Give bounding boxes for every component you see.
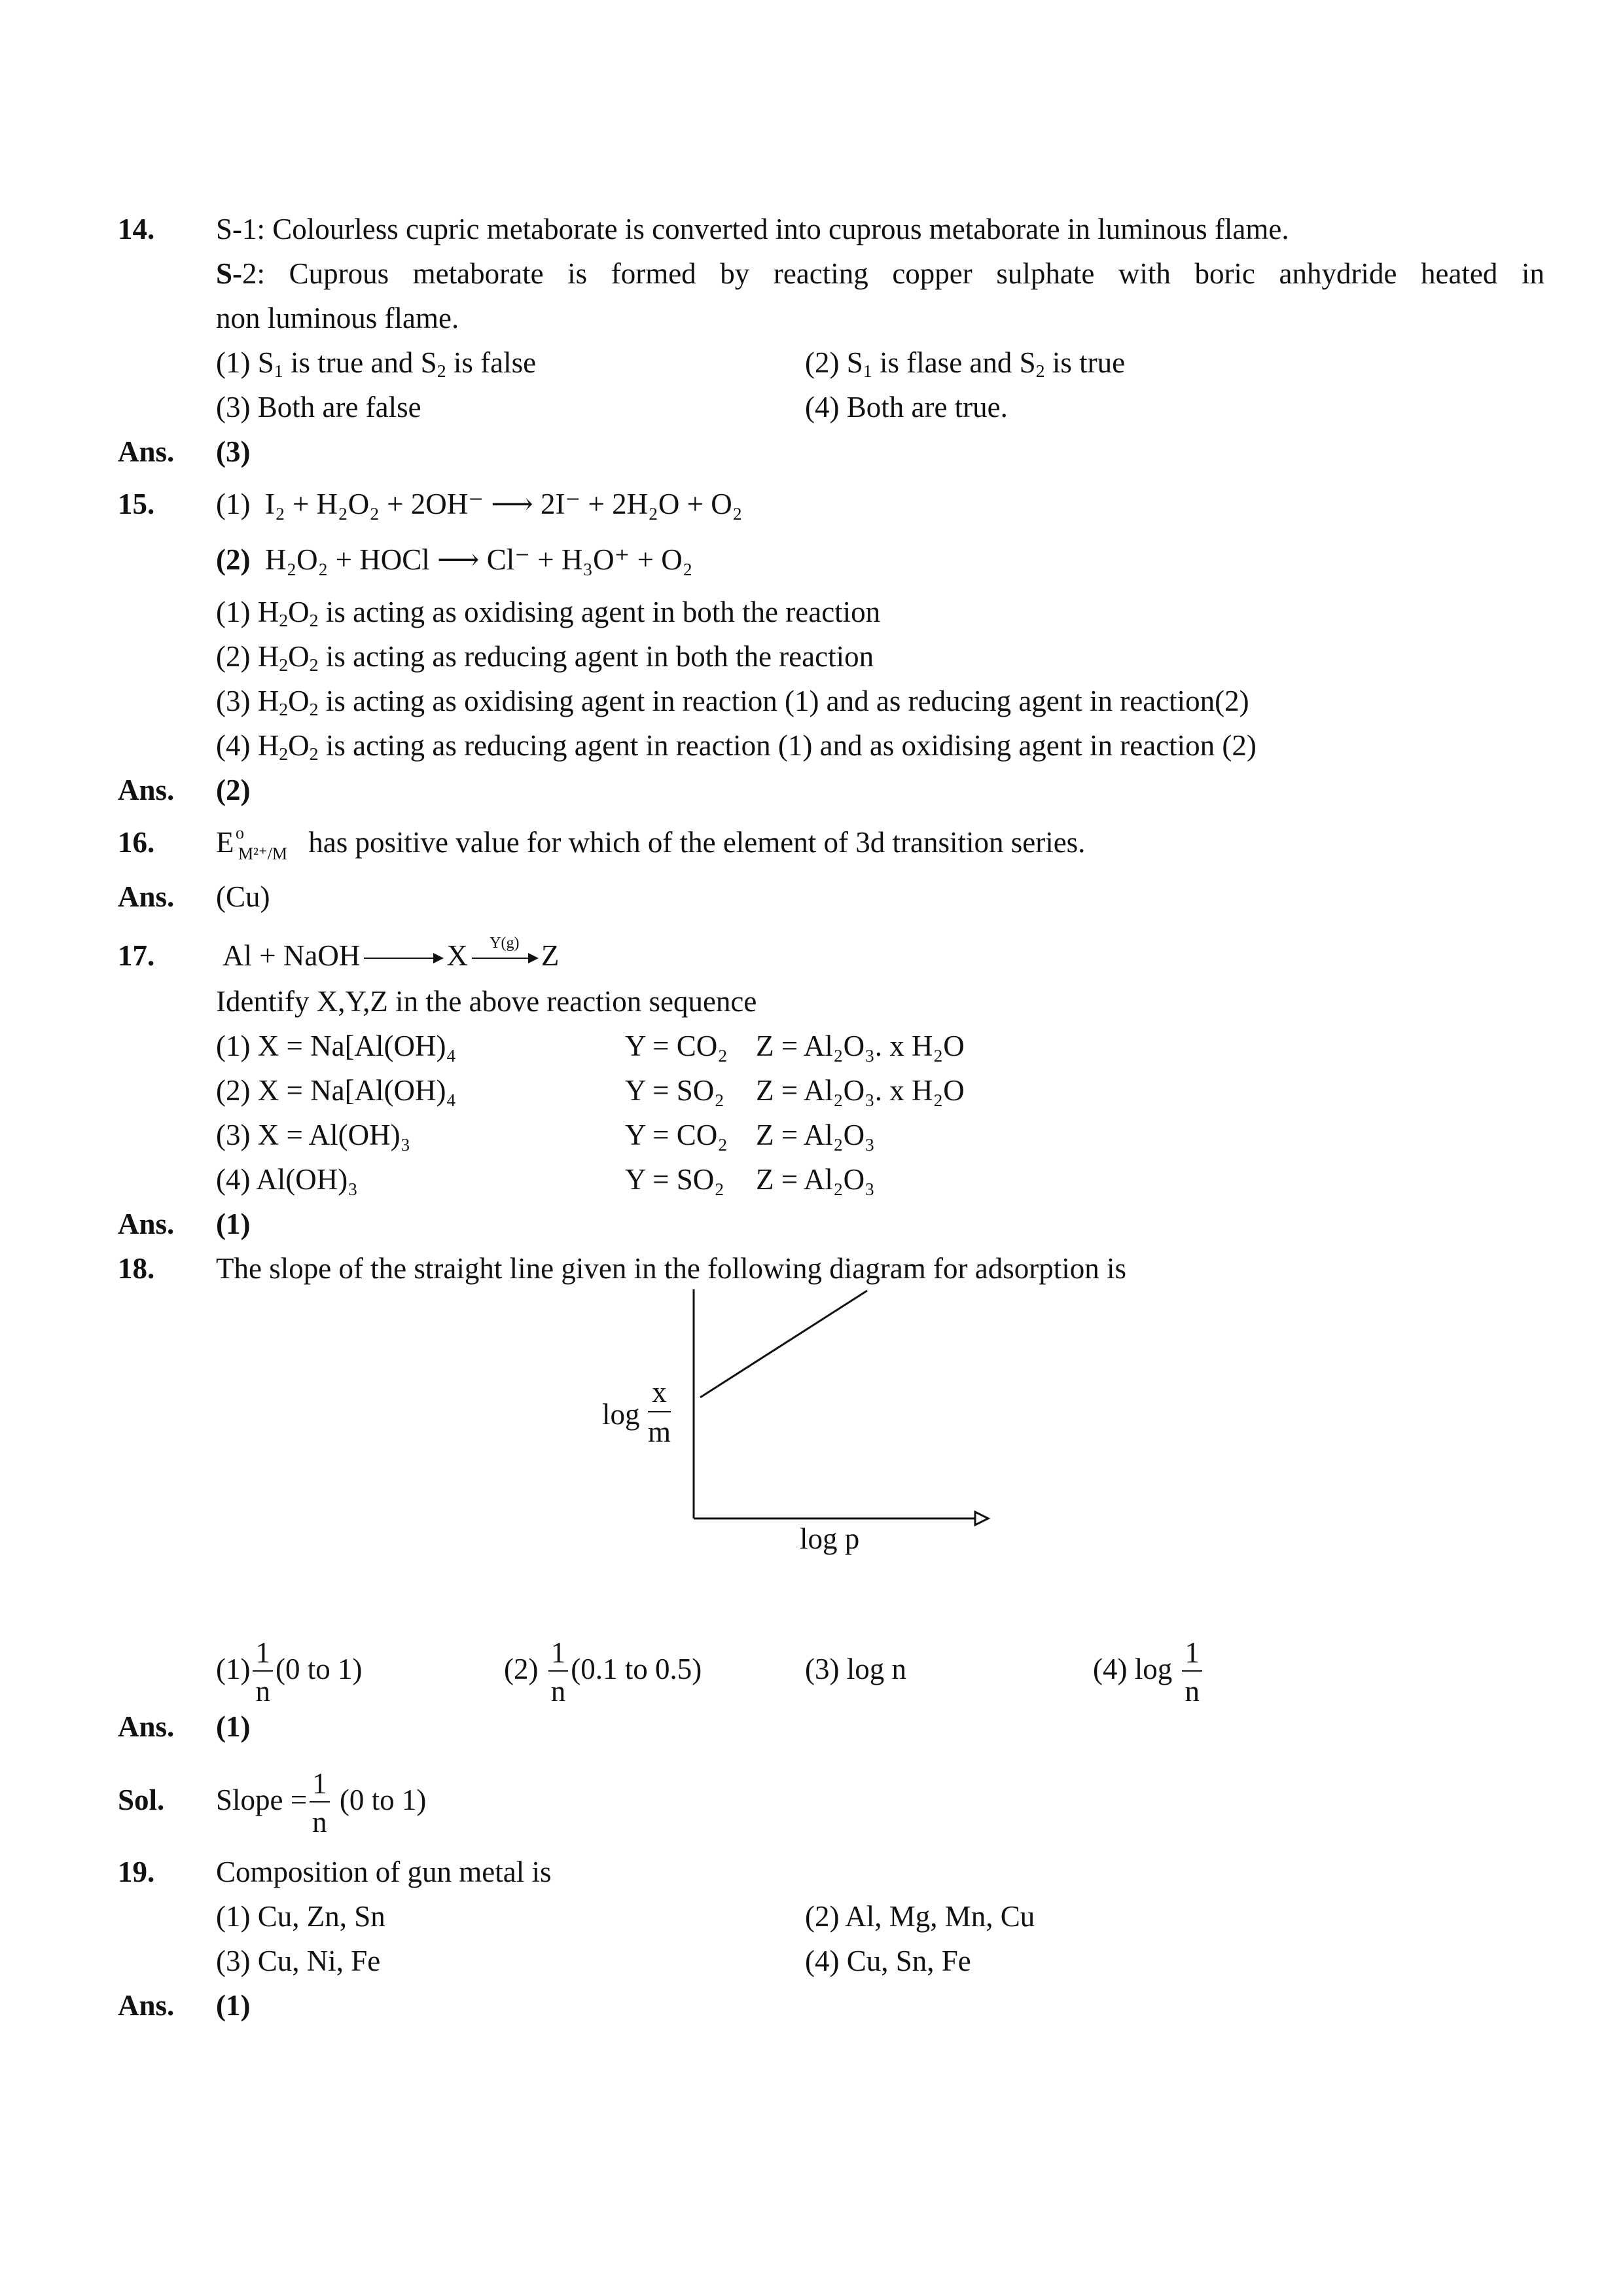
option-2: (2) Al, Mg, Mn, Cu bbox=[805, 1900, 1035, 1933]
solution-text: Slope = $\frac{1}{n}$ (0 to 1) bbox=[216, 1767, 427, 1839]
option-4: (4) Cu, Sn, Fe bbox=[805, 1945, 971, 1977]
answer-value: (2) bbox=[216, 774, 251, 806]
q18-question-row bbox=[118, 1249, 1544, 1288]
q17-option-2: (2) X = Na[Al(OH)₄ Y = SO₂ Z = Al₂O₃. x H₂O bbox=[216, 1074, 965, 1107]
option-3: (3) log n bbox=[805, 1653, 906, 1685]
q15-reaction-1-row bbox=[118, 481, 1544, 527]
question-text: Composition of gun metal is bbox=[216, 1856, 552, 1888]
q17-reaction-row bbox=[118, 933, 1544, 978]
option-3: (3) Both are false bbox=[216, 391, 421, 423]
y-axis-label: log $\frac{x}{m}$ bbox=[602, 1376, 671, 1448]
option-4: (4) log $\frac{1}{n}$ bbox=[1093, 1630, 1205, 1708]
question-number: 17. bbox=[118, 939, 155, 972]
q14-options-row-2 bbox=[118, 387, 1544, 427]
option-1: (1) $S_1$ is true and $S_2$ is false bbox=[216, 346, 537, 382]
question-number: 19. bbox=[118, 1856, 155, 1888]
q14-statement-2-row bbox=[118, 254, 1544, 293]
option-2: (2) $S_1$ is flase and $S_2$ is true bbox=[805, 346, 1126, 382]
answer-value: (1) bbox=[216, 1989, 251, 2022]
answer-label: Ans. bbox=[118, 1208, 175, 1240]
q14-options-row-1 bbox=[118, 343, 1544, 382]
x-axis-arrowhead bbox=[975, 1512, 988, 1525]
reaction-2: (2) H₂O₂ + HOCl ⟶ Cl⁻ + H₃O⁺ + O₂ bbox=[216, 543, 693, 576]
electrode-potential-symbol: E o M²⁺/M bbox=[216, 823, 287, 863]
solution-label: Sol. bbox=[118, 1784, 165, 1816]
q15-option-1: (1) $H_2O_2$ is acting as oxidising agent in both the reaction bbox=[216, 596, 881, 631]
question-number: 18. bbox=[118, 1252, 155, 1285]
reaction-sequence: Al + NaOH X Y(g) Z bbox=[223, 935, 560, 972]
isotherm-line bbox=[700, 1291, 867, 1397]
q17-option-4: (4) Al(OH)₃ Y = SO₂ Z = Al₂O₃ bbox=[216, 1163, 875, 1196]
statement-1: S-1: Colourless cupric metaborate is converted into cuprous metaborate in luminous flame. bbox=[216, 213, 1289, 245]
option-3: (3) Cu, Ni, Fe bbox=[216, 1945, 381, 1977]
question-text: The slope of the straight line given in the following diagram for adsorption is bbox=[216, 1252, 1126, 1285]
q16-question-row bbox=[118, 819, 1544, 865]
x-axis-label: log p bbox=[800, 1522, 860, 1555]
question-number: 15. bbox=[118, 488, 155, 520]
q15-option-4: (4) $H_2O_2$ is acting as reducing agent in reaction (1) and as oxidising agent in reaction (2) bbox=[216, 729, 1257, 764]
q14-answer-row bbox=[118, 432, 1544, 471]
question-number: 16. bbox=[118, 826, 155, 859]
option-4: (4) Both are true. bbox=[805, 391, 1008, 423]
q15-option-2: (2) $H_2O_2$ is acting as reducing agent in both the reaction bbox=[216, 640, 874, 675]
question-text: E o M²⁺/M has positive value for which of the element of 3d transition series. bbox=[216, 819, 1085, 865]
reaction-arrow-labelled: Y(g) bbox=[472, 958, 537, 960]
q17-option-3: (3) X = Al(OH)₃ Y = CO₂ Z = Al₂O₃ bbox=[216, 1119, 875, 1151]
option-2: (2) $\frac{1}{n}$ (0.1 to 0.5) bbox=[504, 1636, 702, 1708]
reaction-1: (1) I₂ + H₂O₂ + 2OH⁻ ⟶ 2I⁻ + 2H₂O + O₂ bbox=[216, 488, 743, 520]
q19-answer-row bbox=[118, 1986, 1544, 2025]
q14-statement-1-row bbox=[118, 209, 1544, 249]
statement-2-continuation: non luminous flame. bbox=[216, 302, 459, 334]
answer-label: Ans. bbox=[118, 1710, 175, 1743]
q15-reaction-2-row bbox=[118, 537, 1544, 583]
answer-value: (Cu) bbox=[216, 880, 270, 913]
option-1: (1) $\frac{1}{n}$ (0 to 1) bbox=[216, 1636, 363, 1708]
q19-options-row-1 bbox=[118, 1897, 1544, 1936]
answer-value: (1) bbox=[216, 1710, 251, 1743]
answer-label: Ans. bbox=[118, 1989, 175, 2022]
q17-option-1: (1) X = Na[Al(OH)₄ Y = CO₂ Z = Al₂O₃. x H₂O bbox=[216, 1030, 965, 1062]
answer-value: (3) bbox=[216, 435, 251, 468]
q19-options-row-2 bbox=[118, 1941, 1544, 1981]
q16-answer-row bbox=[118, 877, 1544, 916]
q18-solution-row bbox=[118, 1761, 1544, 1839]
question-number: 14. bbox=[118, 213, 155, 245]
q19-question-row bbox=[118, 1852, 1544, 1892]
statement-2: S-2: Cuprous metaborate is formed by reacting copper sulphate with boric anhydride heated in bbox=[216, 257, 1544, 290]
q17-prompt-row bbox=[118, 982, 1544, 1021]
answer-value: (1) bbox=[216, 1208, 251, 1240]
q15-option-3: (3) $H_2O_2$ is acting as oxidising agent in reaction (1) and as reducing agent in reaction(2) bbox=[216, 685, 1249, 720]
q17-answer-row bbox=[118, 1204, 1544, 1244]
question-prompt: Identify X,Y,Z in the above reaction sequence bbox=[216, 985, 757, 1018]
answer-label: Ans. bbox=[118, 435, 175, 468]
q14-statement-2-cont bbox=[118, 298, 1544, 338]
answer-label: Ans. bbox=[118, 880, 175, 913]
option-1: (1) Cu, Zn, Sn bbox=[216, 1900, 385, 1933]
answer-label: Ans. bbox=[118, 774, 175, 806]
q18-answer-row bbox=[118, 1707, 1544, 1746]
q18-options-row bbox=[118, 1630, 1544, 1708]
q15-answer-row bbox=[118, 770, 1544, 810]
reaction-arrow bbox=[364, 958, 442, 960]
